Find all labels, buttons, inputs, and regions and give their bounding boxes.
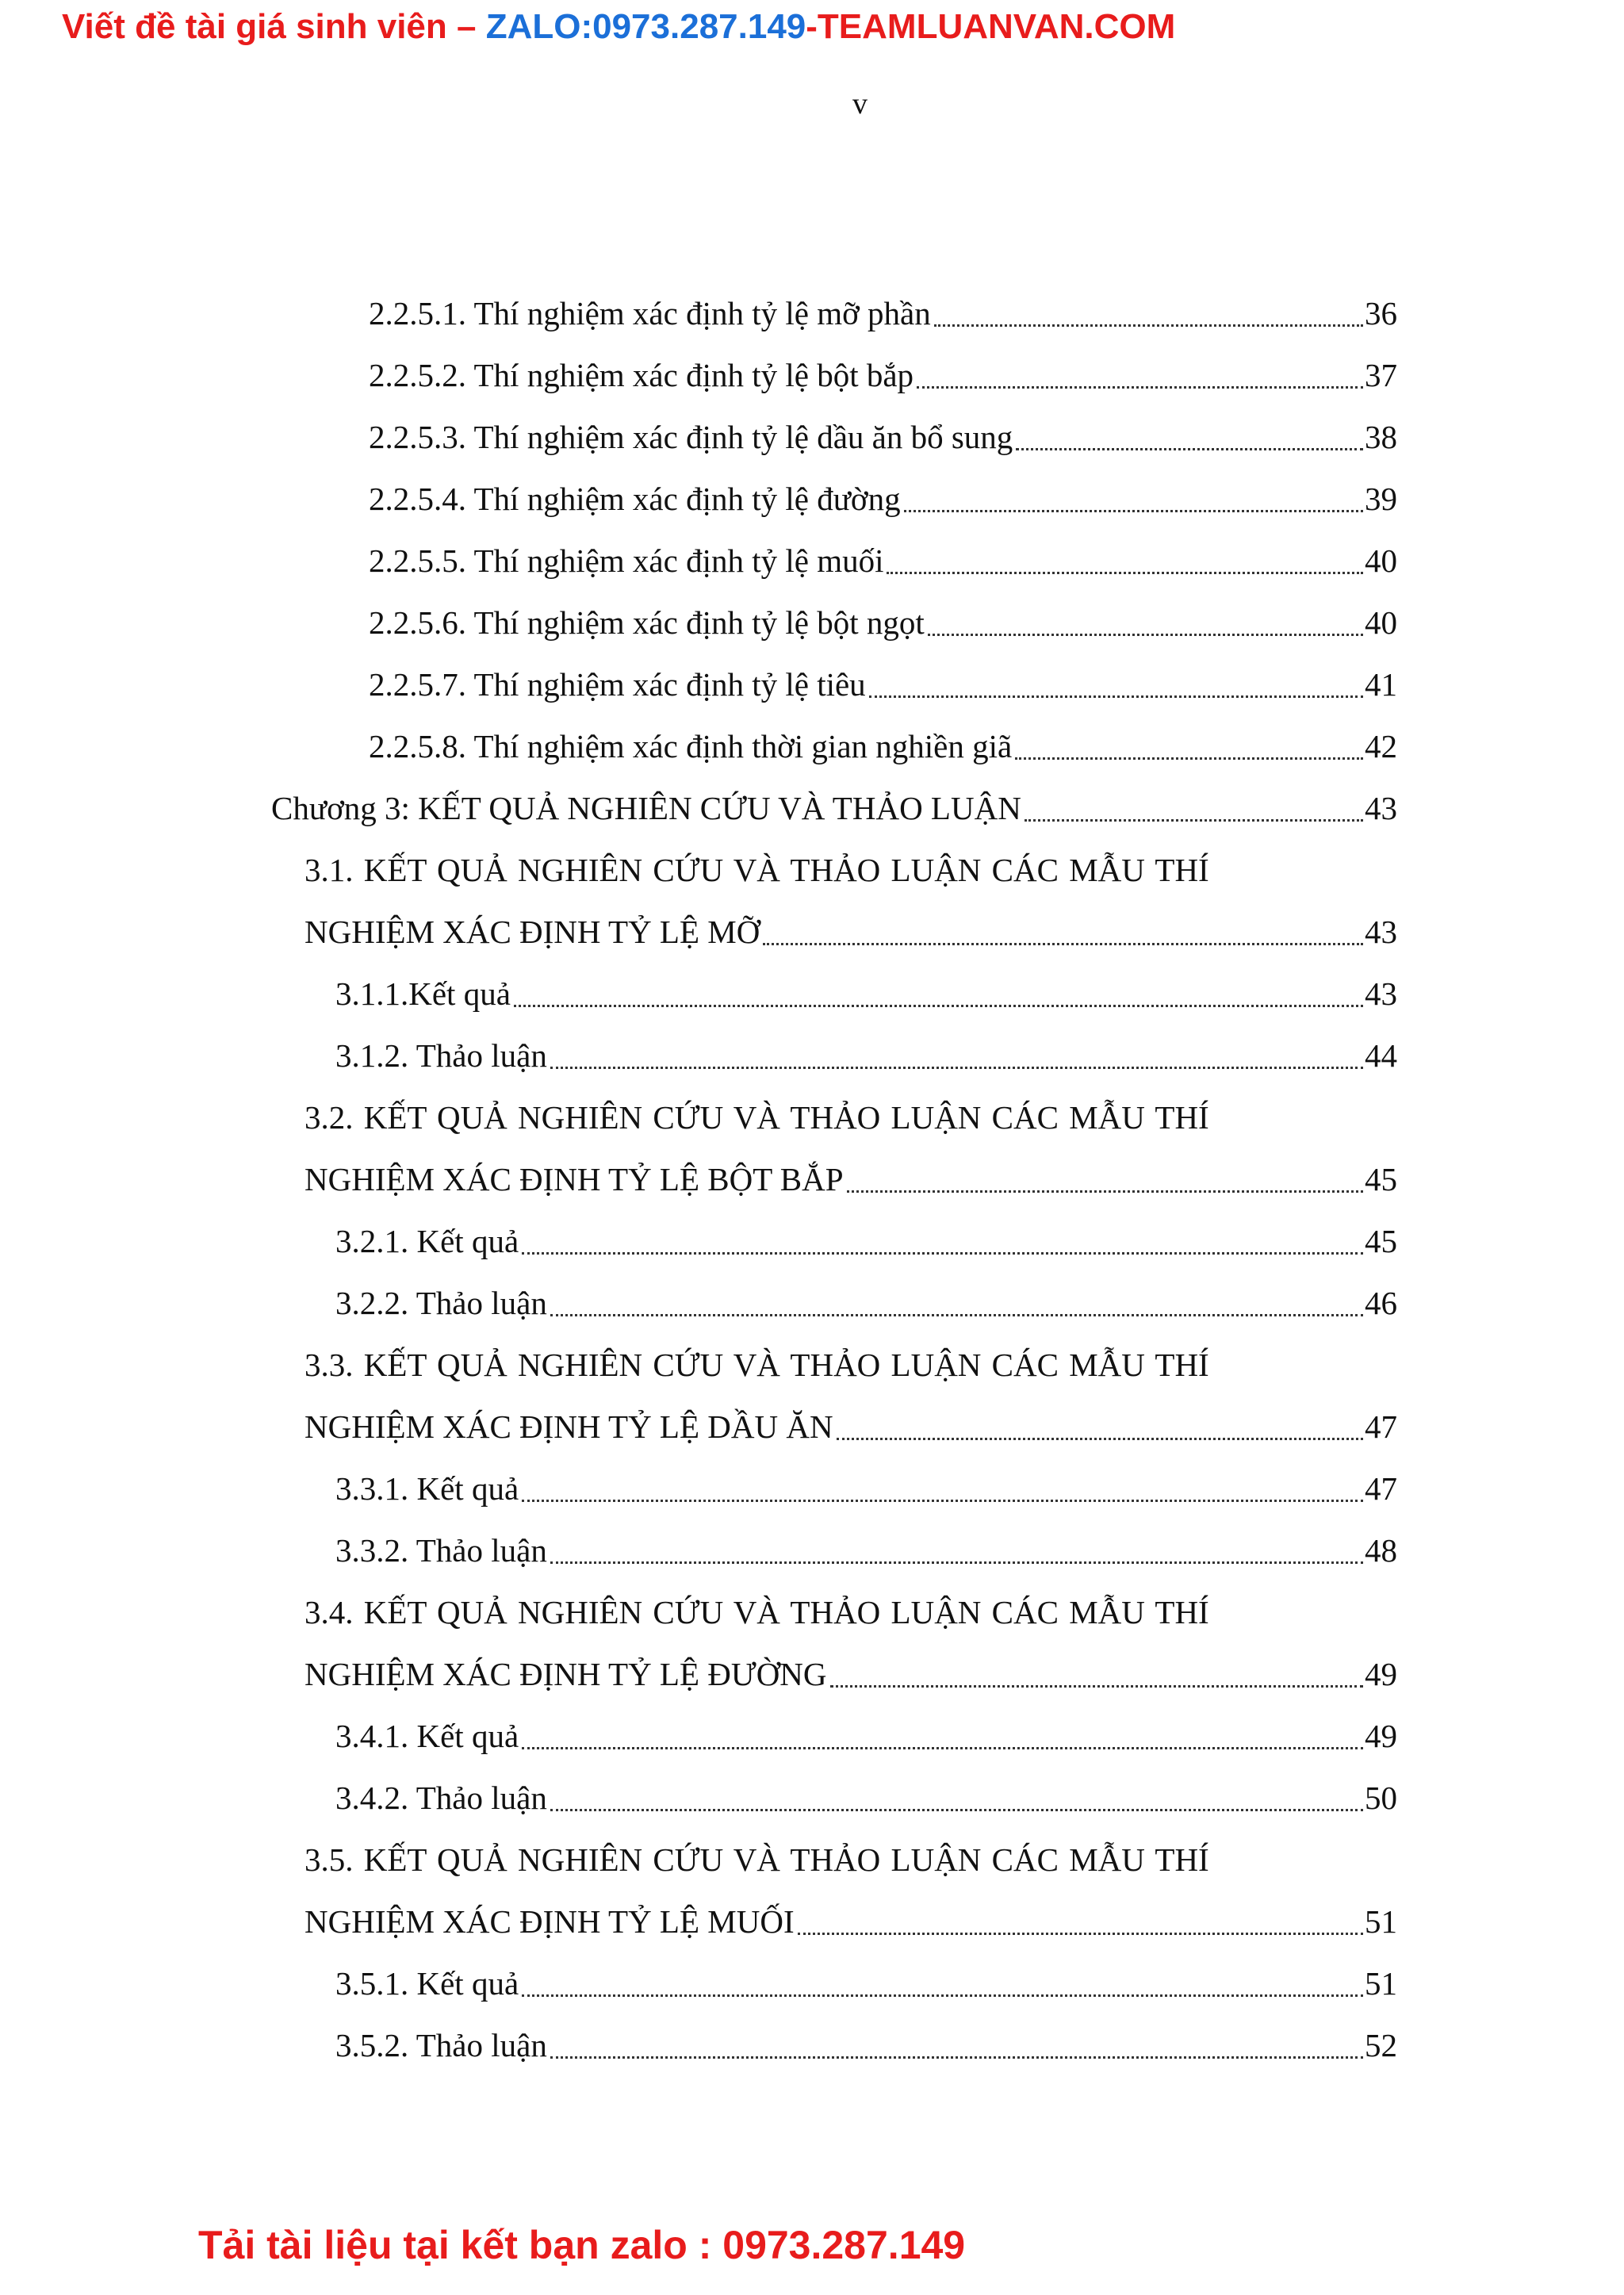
toc-leader-dots [522,1252,1363,1255]
toc-leader-dots [917,386,1363,389]
toc-entry-page: 45 [1365,1223,1397,1259]
toc-entry[interactable] [369,461,1397,523]
toc-entry-page: 48 [1365,1532,1397,1569]
toc-entry-page: 46 [1365,1285,1397,1321]
toc-entry-title: 3.2.1. Kết quả [335,1223,519,1259]
toc-entry-page: 40 [1365,604,1397,641]
toc-entry[interactable] [335,1017,1397,1079]
toc-section-3-5[interactable] [304,1883,1397,1945]
toc-leader-dots [522,1747,1363,1749]
toc-leader-dots [869,695,1363,698]
toc-entry-page: 36 [1365,295,1397,331]
toc-entry-title: 2.2.5.1. Thí nghiệm xác định tỷ lệ mỡ phần [369,295,931,331]
footer-banner[interactable]: Tải tài liệu tại kết bạn zalo : 0973.287.149 [198,2223,966,2267]
toc-section-3-1[interactable] [304,894,1397,956]
toc-leader-dots [522,1994,1363,1997]
toc-entry[interactable] [369,584,1397,646]
toc-entry-title: NGHIỆM XÁC ĐỊNH TỶ LỆ DẦU ĂN [304,1408,833,1445]
toc-section-title-line[interactable]: 3.1. KẾT QUẢ NGHIÊN CỨU VÀ THẢO LUẬN CÁC MẪU THÍ [304,852,1209,888]
toc-entry-title: 3.3.2. Thảo luận [335,1532,547,1569]
toc-entry[interactable] [335,1698,1397,1760]
toc-leader-dots [887,572,1363,574]
toc-leader-dots [550,2056,1363,2059]
toc-entry-title: 2.2.5.3. Thí nghiệm xác định tỷ lệ dầu ăn bổ sung [369,419,1013,455]
toc-entry[interactable] [335,1203,1397,1265]
toc-section-3-4[interactable] [304,1636,1397,1698]
header-banner-zalo[interactable]: ZALO:0973.287.149 [485,7,806,46]
page-number: v [852,87,868,121]
toc-entry[interactable] [335,1512,1397,1574]
toc-section-title-line[interactable]: 3.4. KẾT QUẢ NGHIÊN CỨU VÀ THẢO LUẬN CÁC MẪU THÍ [304,1594,1209,1630]
toc-entry[interactable] [335,2007,1397,2069]
toc-entry-title: 2.2.5.4. Thí nghiệm xác định tỷ lệ đường [369,481,901,517]
toc-section-title-line[interactable]: 3.5. KẾT QUẢ NGHIÊN CỨU VÀ THẢO LUẬN CÁC MẪU THÍ [304,1841,1209,1878]
toc-chapter-3[interactable] [271,770,1397,832]
toc-leader-dots [550,1561,1363,1564]
toc-leader-dots [837,1438,1363,1440]
toc-entry-page: 38 [1365,419,1397,455]
toc-entry-title: 2.2.5.8. Thí nghiệm xác định thời gian nghiền giã [369,728,1013,764]
toc-entry-page: 47 [1365,1470,1397,1507]
toc-entry-page: 50 [1365,1780,1397,1816]
toc-entry[interactable] [335,1945,1397,2007]
toc-entry-title: 3.3.1. Kết quả [335,1470,519,1507]
toc-leader-dots [763,943,1363,945]
toc-leader-dots [522,1500,1363,1502]
toc-entry-title: 3.4.2. Thảo luận [335,1780,547,1816]
toc-leader-dots [928,634,1363,636]
toc-entry-page: 45 [1365,1161,1397,1197]
toc-leader-dots [514,1005,1363,1007]
toc-entry-page: 47 [1365,1408,1397,1445]
toc-entry-title: 3.5.2. Thảo luận [335,2027,547,2063]
toc-entry[interactable] [369,708,1397,770]
toc-leader-dots [1015,757,1363,760]
toc-entry[interactable] [369,523,1397,584]
toc-entry[interactable] [369,399,1397,461]
toc-entry-page: 49 [1365,1718,1397,1754]
toc-entry-title: 2.2.5.5. Thí nghiệm xác định tỷ lệ muối [369,542,884,579]
toc-leader-dots [847,1190,1363,1193]
header-banner-text: Viết đề tài giá sinh viên – [62,7,486,46]
toc-entry-page: 41 [1365,666,1397,703]
toc-entry-title: NGHIỆM XÁC ĐỊNH TỶ LỆ MUỐI [304,1903,795,1940]
toc-entry-title: 2.2.5.2. Thí nghiệm xác định tỷ lệ bột bắp [369,357,914,393]
toc-entry-page: 44 [1365,1037,1397,1074]
header-banner-site[interactable]: -TEAMLUANVAN.COM [806,7,1176,46]
toc-entry-title: 2.2.5.6. Thí nghiệm xác định tỷ lệ bột ngọt [369,604,925,641]
toc-section-title-line[interactable]: 3.2. KẾT QUẢ NGHIÊN CỨU VÀ THẢO LUẬN CÁC MẪU THÍ [304,1099,1209,1136]
toc-entry-page: 51 [1365,1903,1397,1940]
toc-leader-dots [1025,819,1363,822]
toc-entry-page: 51 [1365,1965,1397,2002]
toc-entry-title: NGHIỆM XÁC ĐỊNH TỶ LỆ MỠ [304,914,760,950]
toc-entry-page: 43 [1365,914,1397,950]
toc-leader-dots [550,1314,1363,1316]
toc-entry-page: 39 [1365,481,1397,517]
toc-entry-page: 43 [1365,790,1397,826]
toc-section-3-2[interactable] [304,1141,1397,1203]
toc-section-3-3[interactable] [304,1389,1397,1450]
toc-entry[interactable] [369,337,1397,399]
toc-leader-dots [550,1067,1363,1069]
header-banner [62,2,1175,52]
toc-entry-title: NGHIỆM XÁC ĐỊNH TỶ LỆ ĐƯỜNG [304,1656,827,1692]
toc-leader-dots [830,1685,1363,1688]
toc-entry[interactable] [369,646,1397,708]
toc-leader-dots [798,1933,1363,1935]
toc-entry[interactable] [335,1760,1397,1822]
toc-leader-dots [550,1809,1363,1811]
toc-entry[interactable] [335,1265,1397,1327]
toc-entry[interactable] [369,275,1397,337]
toc-leader-dots [934,324,1363,327]
toc-entry-page: 37 [1365,357,1397,393]
toc-entry-title: Chương 3: KẾT QUẢ NGHIÊN CỨU VÀ THẢO LUẬN [271,790,1021,826]
toc-entry-title: 2.2.5.7. Thí nghiệm xác định tỷ lệ tiêu [369,666,866,703]
toc-entry-page: 42 [1365,728,1397,764]
toc-entry-title: 3.5.1. Kết quả [335,1965,519,2002]
toc-entry-page: 40 [1365,542,1397,579]
toc-entry-page: 49 [1365,1656,1397,1692]
toc-entry-page: 43 [1365,975,1397,1012]
toc-entry-title: 3.4.1. Kết quả [335,1718,519,1754]
toc-entry-page: 52 [1365,2027,1397,2063]
toc-entry[interactable] [335,1450,1397,1512]
toc-leader-dots [904,510,1363,512]
toc-section-title-line[interactable]: 3.3. KẾT QUẢ NGHIÊN CỨU VÀ THẢO LUẬN CÁC MẪU THÍ [304,1347,1209,1383]
toc-leader-dots [1016,448,1363,450]
toc-entry-title: 3.1.1.Kết quả [335,975,511,1012]
toc-entry-title: 3.2.2. Thảo luận [335,1285,547,1321]
toc-entry-title: NGHIỆM XÁC ĐỊNH TỶ LỆ BỘT BẮP [304,1161,844,1197]
toc-entry-title: 3.1.2. Thảo luận [335,1037,547,1074]
toc-entry[interactable] [335,956,1397,1017]
